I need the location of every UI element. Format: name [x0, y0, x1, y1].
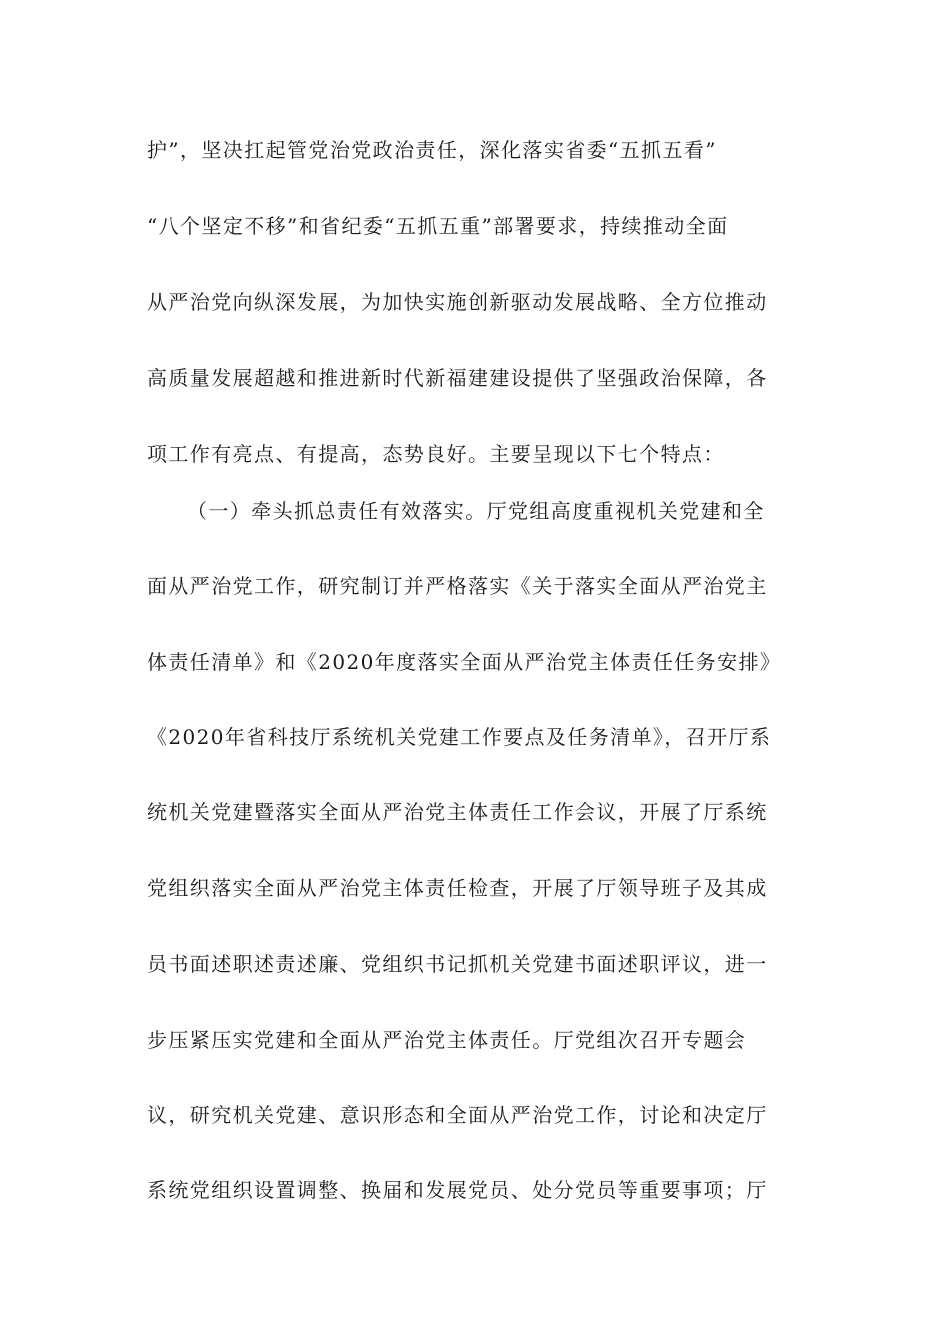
- text-line: 统机关党建暨落实全面从严治党主体责任工作会议，开展了厅系统: [147, 800, 768, 824]
- text-line: 从严治党向纵深发展，为加快实施创新驱动发展战略、全方位推动: [147, 290, 768, 314]
- text-line: 体责任清单》和《2020年度落实全面从严治党主体责任任务安排》: [147, 650, 782, 674]
- text-line: 项工作有亮点、有提高，态势良好。主要呈现以下七个特点：: [147, 442, 725, 466]
- text-line: 议，研究机关党建、意识形态和全面从严治党工作，讨论和决定厅: [147, 1103, 768, 1127]
- text-line: 步压紧压实党建和全面从严治党主体责任。厅党组次召开专题会: [147, 1028, 747, 1052]
- text-line: 系统党组织设置调整、换届和发展党员、处分党员等重要事项；厅: [147, 1178, 768, 1202]
- text-line: 《2020年省科技厅系统机关党建工作要点及任务清单》，召开厅系: [147, 725, 772, 749]
- text-line: 护”，坚决扛起管党治党政治责任，深化落实省委“五抓五看”: [147, 138, 717, 162]
- text-line: 高质量发展超越和推进新时代新福建建设提供了坚强政治保障，各: [147, 366, 768, 390]
- text-line: “八个坚定不移”和省纪委“五抓五重”部署要求，持续推动全面: [147, 214, 729, 238]
- text-line: 党组织落实全面从严治党主体责任检查，开展了厅领导班子及其成: [147, 876, 768, 900]
- section-heading-line: （一）牵头抓总责任有效落实。厅党组高度重视机关党建和全: [187, 499, 765, 523]
- text-line: 面从严治党工作，研究制订并严格落实《关于落实全面从严治党主: [147, 574, 768, 598]
- text-line: 员书面述职述责述廉、党组织书记抓机关党建书面述职评议，进一: [147, 952, 768, 976]
